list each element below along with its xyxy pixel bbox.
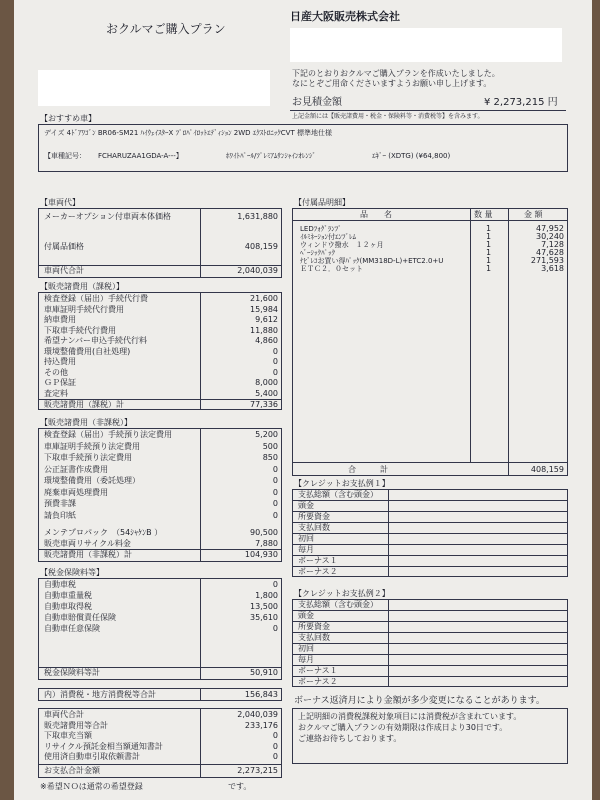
tax-insurance-total-value: 50,910	[250, 668, 278, 677]
row-divider	[292, 544, 568, 545]
grand-total-item-label: リサイクル預託金相当額通知書計	[44, 741, 163, 751]
row-divider	[292, 621, 568, 622]
nontaxable-extra-value: 90,500	[250, 528, 278, 537]
vehicle-code-value: FCHARUZAA1GDA-A---】	[98, 152, 183, 160]
note-line-3: ご連絡お待ちしております。	[298, 734, 402, 743]
footnote: ※希望ＮＯは通常の希望登録	[40, 782, 143, 791]
intro-line-2: なにとぞご用命くださいますようお願い申し上げます。	[292, 79, 492, 88]
credit2-row-label: 頭金	[298, 611, 314, 620]
credit2-section-title: 【クレジットお支払例２】	[294, 589, 390, 598]
credit1-section-title: 【クレジットお支払例１】	[294, 479, 390, 488]
taxable-fee-value: 5,400	[255, 388, 278, 398]
tax-insurance-section-title: 【税金保険料等】	[40, 568, 104, 577]
vehicle-price-value: 1,631,880	[237, 212, 278, 221]
consumption-tax-label: 内）消費税・地方消費税等合計	[44, 690, 156, 699]
taxable-fee-value: 0	[272, 346, 278, 356]
row-divider	[292, 643, 568, 644]
credit1-row-label: ボーナス２	[298, 567, 338, 576]
taxable-fee-value: 15,984	[250, 304, 278, 314]
nontaxable-fee-value: 0	[272, 499, 278, 508]
taxable-fee-label: 希望ナンバー申込手続代行料	[44, 336, 148, 345]
taxable-fees-total-value: 77,336	[250, 400, 278, 409]
accessory-qty: 1	[486, 248, 492, 257]
nontaxable-fee-label: 請負印紙	[44, 510, 76, 520]
accessory-amount: 30,240	[536, 232, 564, 241]
estimate-document	[14, 0, 592, 800]
nontaxable-fee-label: 環境整備費用（委託処理）	[44, 476, 140, 485]
accessory-qty: 1	[486, 256, 492, 265]
taxable-fee-value: 0	[272, 367, 278, 377]
tax-insurance-value: 35,610	[250, 613, 278, 622]
vehicle-price-value: 408,159	[244, 242, 278, 251]
taxable-fee-value: 4,860	[255, 336, 278, 345]
credit1-row-label: 所要資金	[298, 512, 330, 521]
nontaxable-fees-section-title: 【販売諸費用（非課税）】	[40, 418, 132, 427]
tax-insurance-value: 0	[272, 624, 278, 633]
accessories-total-value: 408,159	[530, 465, 564, 474]
nontaxable-fee-value: 0	[272, 487, 278, 497]
nontaxable-fee-label: 廃棄車両処理費用	[44, 487, 108, 497]
taxable-fee-value: 0	[272, 357, 278, 366]
grand-total-item-value: 0	[272, 741, 278, 751]
tax-insurance-value: 0	[272, 580, 278, 589]
accessories-col-qty: 数 量	[474, 210, 493, 219]
nontaxable-fee-label: 検査登録（届出）手続預り法定費用	[44, 430, 172, 439]
nontaxable-extra-label: 販売車両リサイクル料金	[44, 539, 131, 548]
taxable-fee-value: 11,880	[250, 325, 278, 335]
grand-total-item-value: 0	[272, 752, 278, 761]
tax-insurance-total-label: 税金保険料等計	[44, 668, 100, 677]
grand-total-item-label: 車両代合計	[44, 710, 84, 719]
tax-insurance-label: 自動車賠償責任保険	[44, 613, 116, 622]
vehicle-color: ﾎﾜｲﾄﾊﾟｰﾙ/ﾌﾟﾚﾐｱﾑｻﾝｼｬｲﾝｵﾚﾝｼﾞ	[226, 152, 316, 160]
grand-total-label: お支払合計金額	[44, 766, 100, 775]
taxable-fee-label: ＧＰ保証	[44, 378, 76, 387]
credit2-row-label: 所要資金	[298, 622, 330, 631]
row-divider	[292, 500, 568, 501]
vehicle-code-label: 【車種記号：	[44, 152, 86, 160]
grand-total-item-label: 販売諸費用等合計	[44, 720, 108, 730]
taxable-fee-label: 車庫証明手続代行費用	[44, 304, 124, 314]
row-divider	[292, 654, 568, 655]
consumption-tax-value: 156,843	[244, 690, 278, 699]
taxable-fee-label: その他	[44, 367, 68, 377]
accessories-col-name: 品 名	[360, 210, 392, 219]
grand-total-value: 2,273,215	[237, 766, 278, 775]
taxable-fees-total-label: 販売諸費用（課税）計	[44, 400, 124, 409]
credit2-row-label: ボーナス１	[298, 666, 338, 675]
accessories-total-label: 合 計	[348, 465, 388, 474]
credit2-row-label: 毎月	[298, 655, 314, 664]
taxable-fee-label: 環境整備費用(自社処理)	[44, 346, 131, 356]
nontaxable-fee-label: 車庫証明手続預り法定費用	[44, 441, 140, 451]
nontaxable-fee-value: 850	[262, 453, 278, 462]
credit1-row-label: 支払回数	[298, 523, 330, 532]
taxable-fee-label: 下取車手続代行費用	[44, 325, 116, 335]
accessory-qty: 1	[486, 224, 492, 233]
grand-total-item-value: 0	[272, 731, 278, 740]
intro-line-1: 下記のとおりおクルマご購入プランを作成いたしました。	[292, 69, 500, 78]
credit2-row-label: 初回	[298, 644, 314, 653]
redacted-address	[290, 28, 562, 62]
accessory-qty: 1	[486, 264, 492, 273]
tax-insurance-value: 13,500	[250, 602, 278, 611]
note-line-1: 上記明細の消費税課税対象項目には消費税が含まれています。	[298, 712, 522, 721]
row-divider	[292, 566, 568, 567]
vehicle-price-label: 付属品価格	[44, 242, 84, 251]
nontaxable-extra-label: メンテプロパック （54ｼｬｹﾝB ）	[44, 528, 163, 537]
credit1-row-label: ボーナス１	[298, 556, 338, 565]
estimate-value: ¥ 2,273,215 円	[484, 97, 558, 108]
nontaxable-fees-total-value: 104,930	[244, 550, 278, 559]
grand-total-item-value: 233,176	[244, 720, 278, 730]
nontaxable-fee-label: 公正証書作成費用	[44, 464, 108, 474]
accessory-name: ｲﾙﾐﾈｰｼｮﾝ付ｴﾝﾌﾞﾚﾑ	[300, 233, 356, 241]
accessory-name: ﾅﾋﾞﾚｺお買い得ﾊﾟｯｸ(MM318D-L)+ETC2.0+U	[300, 257, 444, 265]
credit1-row-label: 支払総額（含む頭金）	[298, 490, 378, 499]
accessory-name: ﾍﾞｰｼｯｸﾊﾟｯｸ	[300, 249, 335, 257]
row-divider	[292, 610, 568, 611]
tax-insurance-label: 自動車税	[44, 580, 76, 589]
accessory-name: ＥＴＣ２．０セット	[300, 265, 363, 273]
taxable-fee-label: 納車費用	[44, 315, 76, 324]
row-divider	[292, 511, 568, 512]
accessory-amount: 47,628	[536, 248, 564, 257]
credit2-row-label: 支払回数	[298, 633, 330, 642]
tax-insurance-label: 自動車任意保険	[44, 624, 100, 633]
accessory-amount: 3,618	[541, 264, 564, 273]
nontaxable-fee-label: 預費非課	[44, 499, 76, 508]
nontaxable-fee-value: 500	[262, 441, 278, 451]
accessory-amount: 271,593	[530, 256, 564, 265]
company-name: 日産大阪販売株式会社	[290, 10, 400, 23]
nontaxable-fee-value: 0	[272, 510, 278, 520]
row-divider	[292, 555, 568, 556]
accessory-qty: 1	[486, 240, 492, 249]
grand-total-item-label: 下取車充当額	[44, 731, 92, 740]
vehicle-price-label: メーカーオプション付車両本体価格	[44, 212, 171, 221]
row-divider	[292, 632, 568, 633]
document-title: おクルマご購入プラン	[106, 22, 226, 36]
nontaxable-fee-label: 下取車手続預り法定費用	[44, 453, 132, 462]
grand-total-item-value: 2,040,039	[237, 710, 278, 719]
taxable-fee-label: 持込費用	[44, 357, 76, 366]
redacted-customer	[38, 70, 270, 106]
taxable-fee-label: 査定料	[44, 388, 68, 398]
accessory-amount: 47,952	[536, 224, 564, 233]
row-divider	[292, 522, 568, 523]
taxable-fee-label: 検査登録（届出）手続代行費	[44, 294, 148, 303]
note-line-2: おクルマご購入プランの有効期限は作成日より30日です。	[298, 723, 508, 732]
credit2-row-label: 支払総額（含む頭金）	[298, 600, 378, 609]
nontaxable-fee-value: 0	[272, 476, 278, 485]
accessories-section-title: 【付属品明細】	[294, 198, 350, 207]
nontaxable-fee-value: 5,200	[255, 430, 278, 439]
taxable-fee-value: 21,600	[250, 294, 278, 303]
tax-insurance-label: 自動車取得税	[44, 602, 92, 611]
accessory-qty: 1	[486, 232, 492, 241]
accessory-amount: 7,128	[541, 240, 564, 249]
taxable-fee-value: 8,000	[255, 378, 278, 387]
vehicle-price-section-title: 【車両代】	[40, 198, 80, 207]
row-divider	[292, 533, 568, 534]
tax-insurance-value: 1,800	[255, 591, 278, 600]
credit1-row-label: 初回	[298, 534, 314, 543]
estimate-underline	[290, 110, 566, 111]
accessories-col-amount: 金 額	[524, 210, 543, 219]
vehicle-paint-option: ｴｷﾞｰ (XDTG) (¥64,800)	[372, 152, 451, 160]
bonus-note: ボーナス返済月により金額が多少変更になることがあります。	[294, 696, 545, 706]
row-divider	[292, 676, 568, 677]
accessory-name: LEDﾌｫｸﾞﾗﾝﾌﾟ	[300, 225, 342, 233]
credit1-row-label: 頭金	[298, 501, 314, 510]
vehicle-price-total-label: 車両代合計	[44, 266, 84, 275]
nontaxable-extra-value: 7,880	[255, 539, 278, 548]
estimate-label: お見積金額	[292, 97, 342, 108]
tax-insurance-label: 自動車重量税	[44, 591, 92, 600]
credit1-row-label: 毎月	[298, 545, 314, 554]
vehicle-section-title: 【おすすめ車】	[40, 114, 97, 123]
row-divider	[292, 665, 568, 666]
nontaxable-fee-value: 0	[272, 464, 278, 474]
nontaxable-fees-total-label: 販売諸費用（非課税）計	[44, 550, 132, 559]
accessory-name: ウィンドウ撥水 １２ヶ月	[300, 241, 384, 249]
taxable-fees-section-title: 【販売諸費用（課税）】	[40, 282, 124, 291]
vehicle-price-total-value: 2,040,039	[237, 266, 278, 275]
credit2-row-label: ボーナス２	[298, 677, 338, 686]
vehicle-model: デイズ 4ﾄﾞｱﾜｺﾞﾝ BR06-SM21 ﾊｲｳｪｲｽﾀｰX ﾌﾟﾛﾊﾟｲﾛｯﾄｴﾃﾞｨｼｮﾝ 2WD ｴｸｽﾄﾛﾆｯｸCVT 標準地仕様	[44, 129, 332, 137]
estimate-note: 上記金額には【販売諸費用・税金・保険料等・消費税等】を含みます。	[292, 113, 484, 120]
footnote-tail: です。	[228, 782, 252, 791]
grand-total-item-label: 使用済自動車引取依頼書計	[44, 752, 140, 761]
taxable-fee-value: 9,612	[255, 315, 278, 324]
